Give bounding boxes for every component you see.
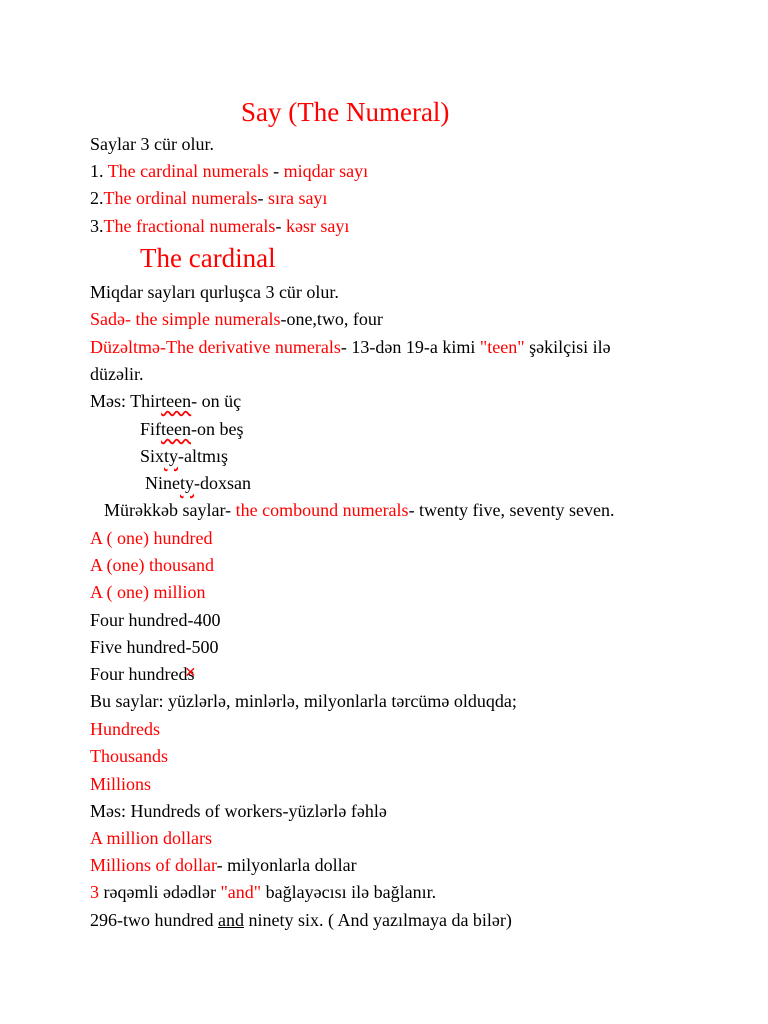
million-dollars-line: A million dollars [90, 828, 213, 848]
type-number: 2. [90, 188, 104, 208]
type-number: 3. [90, 216, 104, 236]
example-suffix-marked: ty [180, 473, 195, 493]
teen-suffix: "teen" [479, 337, 525, 357]
and-underlined: and [217, 910, 244, 930]
type-separator: - [257, 188, 268, 208]
intro-line: Saylar 3 cür olur. [90, 134, 214, 154]
plural-line: Thousands [90, 746, 168, 766]
type-term: The fractional numerals [103, 216, 276, 236]
derivative-end: şəkilçisi ilə [524, 337, 611, 357]
type-translation: kəsr sayı [285, 216, 350, 236]
example-translation: - on üç [191, 391, 242, 411]
type-term: The cardinal numerals [107, 161, 269, 181]
example-suffix-marked: ty [164, 446, 179, 466]
crossed-out-letter: s ✕ [188, 663, 195, 685]
example-line-4 [145, 472, 251, 494]
example-translation: -on beş [191, 419, 244, 439]
type-term: The ordinal numerals [103, 188, 258, 208]
example-suffix-marked: teen [161, 419, 191, 439]
cardinal-intro: Miqdar sayları qurluşca 3 cür olur. [90, 282, 339, 302]
and-rule-number: 3 [90, 882, 99, 902]
example-line-1 [90, 390, 241, 412]
wrong-form-line [90, 663, 195, 685]
compound-prefix: Mürəkkəb saylar- [104, 500, 236, 520]
big-number-line: A ( one) hundred [90, 528, 213, 548]
example2-line: Məs: Hundreds of workers-yüzlərlə fəhlə [90, 801, 387, 821]
example-prefix: Fif [140, 419, 162, 439]
wrong-form-text: Four hundred [90, 664, 188, 684]
type-translation: sıra sayı [267, 188, 328, 208]
millions-of-line [90, 854, 357, 876]
and-rule-text: rəqəmli ədədlər [99, 882, 221, 902]
plural-line: Millions [90, 774, 152, 794]
compound-line [104, 499, 615, 521]
millions-of-term: Millions of dollar [90, 855, 217, 875]
hundred-line: Five hundred-500 [90, 637, 219, 657]
compound-examples: - twenty five, seventy seven. [408, 500, 615, 520]
example-prefix: Nine [145, 473, 180, 493]
example-line-2 [140, 418, 244, 440]
derivative-term: Düzəltmə-The derivative numerals [90, 337, 341, 357]
and-word: "and" [220, 882, 262, 902]
type-separator: - [275, 216, 286, 236]
type-line-3 [90, 215, 349, 237]
final-example-line [90, 909, 512, 931]
type-separator: - [268, 161, 284, 181]
and-rule-end: bağlayəcısı ilə bağlanır. [261, 882, 437, 902]
example-prefix: Six [140, 446, 165, 466]
example-suffix-marked: teen [161, 391, 192, 411]
derivative-line-2: düzəlir. [90, 364, 144, 384]
big-number-line: A (one) thousand [90, 555, 214, 575]
big-number-line: A ( one) million [90, 582, 206, 602]
example-translation: -doxsan [194, 473, 252, 493]
type-translation: miqdar sayı [283, 161, 369, 181]
compound-term: the combound numerals [235, 500, 409, 520]
plural-line: Hundreds [90, 719, 160, 739]
and-rule-line [90, 881, 436, 903]
derivative-range: 13-dən 19-a kimi [351, 337, 480, 357]
type-line-1 [90, 160, 368, 182]
example-line-3 [140, 445, 228, 467]
final-prefix: 296-two hundred [90, 910, 218, 930]
derivative-dash: - [340, 337, 352, 357]
example-translation: -altmış [178, 446, 229, 466]
cardinal-heading: The cardinal [140, 243, 276, 273]
page-title: Say (The Numeral) [241, 97, 450, 127]
type-number: 1. [90, 161, 108, 181]
hundred-line: Four hundred-400 [90, 610, 221, 630]
final-suffix: ninety six. ( And yazılmaya da bilər) [243, 910, 512, 930]
simple-term: Sadə- the simple numerals [90, 309, 281, 329]
derivative-line [90, 336, 611, 358]
type-line-2 [90, 187, 327, 209]
simple-examples: -one,two, four [280, 309, 383, 329]
example-prefix: Məs: Thir [90, 391, 162, 411]
millions-of-translation: - milyonlarla dollar [216, 855, 357, 875]
simple-line [90, 308, 383, 330]
note-line: Bu saylar: yüzlərlə, minlərlə, milyonlarla tərcümə olduqda; [90, 691, 517, 711]
